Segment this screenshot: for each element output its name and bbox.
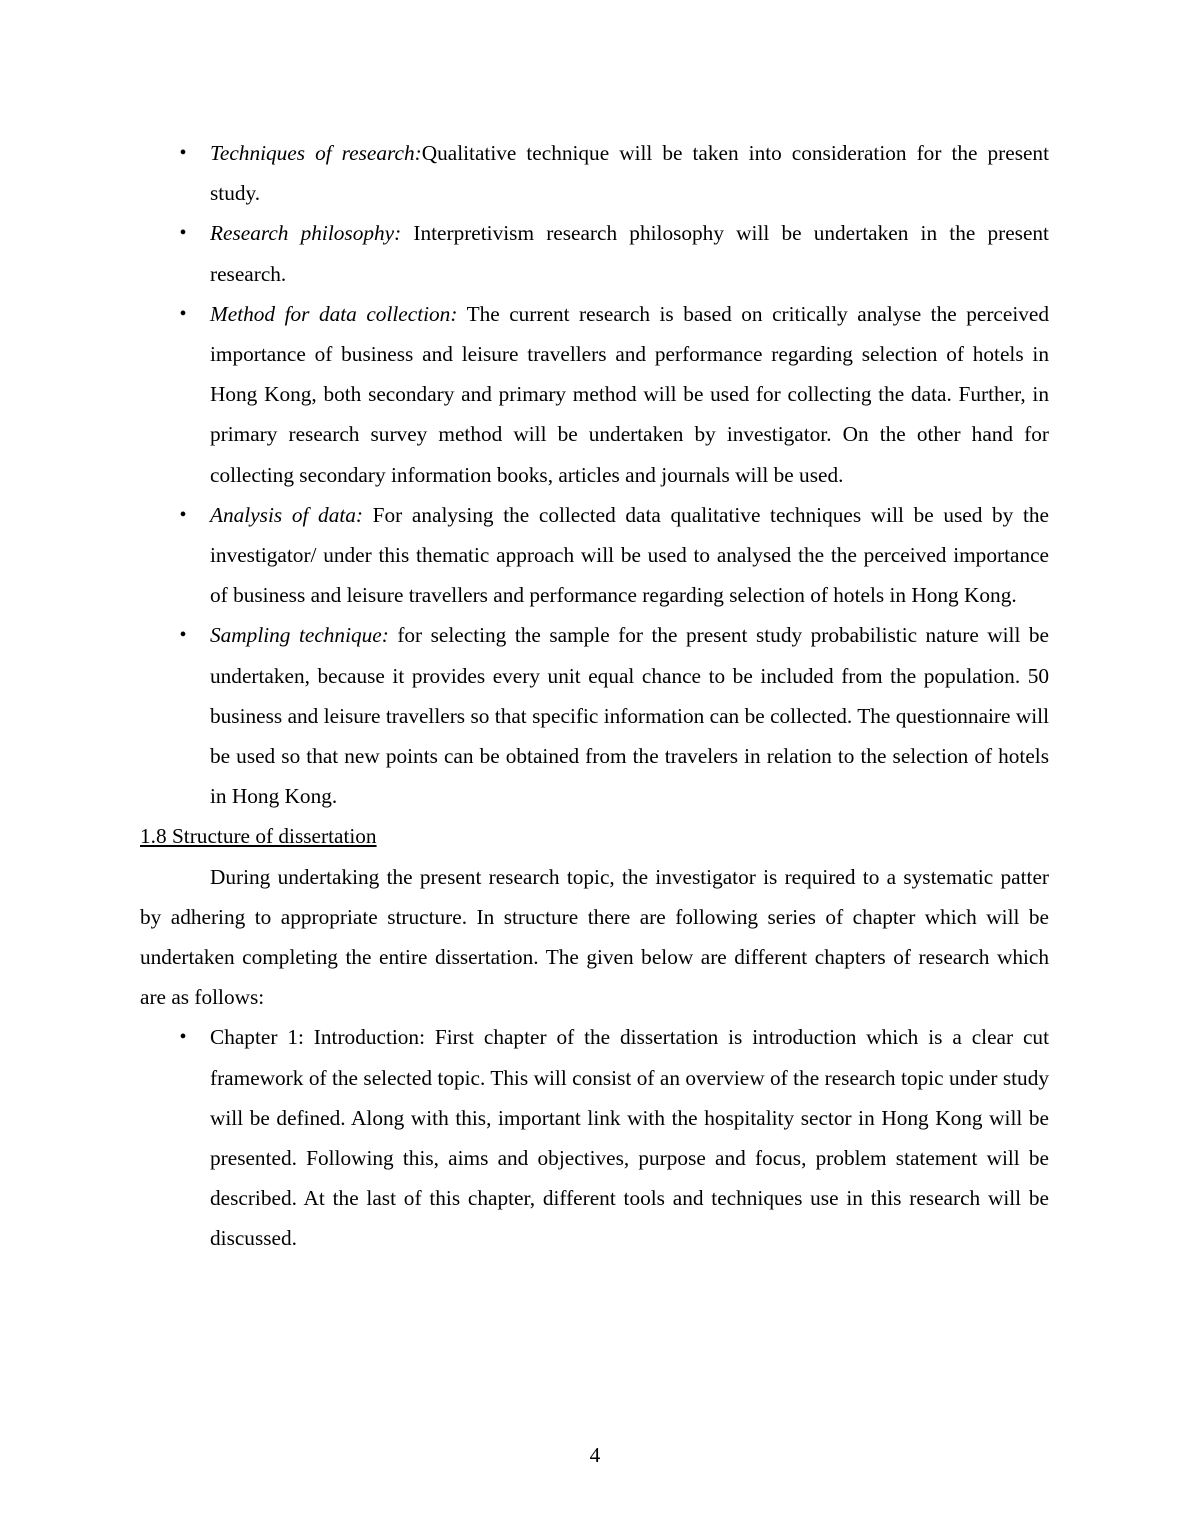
page-number: 4: [589, 1443, 601, 1467]
list-item: [140, 615, 1049, 816]
list-item: [140, 495, 1049, 616]
list-item-text: For analysing the collected data qualitative techniques will be used by the investigator/ under this thematic approach will be used to analysed the the perceived importance of business and leisure travellers and performance regarding selection of hotels in Hong Kong.: [210, 502, 1049, 608]
bullet-icon: •: [179, 503, 187, 526]
list-item-text: Qualitative technique will be taken into consideration for the present study.: [210, 141, 1049, 206]
chapters-list: [140, 1017, 1049, 1258]
section-heading: 1.8 Structure of dissertation: [140, 824, 377, 849]
list-item-term: Sampling technique:: [210, 623, 389, 648]
list-item-term: Analysis of data:: [210, 502, 364, 527]
bullet-icon: •: [179, 222, 187, 245]
list-item-term: Techniques of research:: [210, 141, 422, 165]
list-item-term: Research philosophy:: [210, 221, 402, 246]
list-item-text: Interpretivism research philosophy will be undertaken in the present research.: [210, 221, 1049, 286]
list-item: [140, 294, 1049, 495]
list-item: [140, 133, 1049, 213]
list-item: [140, 213, 1049, 293]
list-item: [140, 1017, 1049, 1258]
bullet-icon: •: [179, 624, 187, 647]
intro-paragraph: During undertaking the present research topic, the investigator is required to a systematic patter by adhering to appropriate structure. In structure there are following series of chapter which will be undertaken completing the entire dissertation. The given below are different chapters of research which are as follows:: [140, 864, 1049, 1010]
methodology-list: [140, 133, 1049, 816]
list-item-text: Chapter 1: Introduction: First chapter of the dissertation is introduction which is a clear cut framework of the selected topic. This will consist of an overview of the research topic under study will be defined. Along with this, important link with the hospitality sector in Hong Kong will be presented. Following this, aims and objectives, purpose and focus, problem statement will be described. At the last of this chapter, different tools and techniques use in this research will be discussed.: [210, 1025, 1049, 1251]
bullet-icon: •: [179, 302, 187, 325]
list-item-term: Method for data collection:: [210, 301, 458, 326]
page-content: [140, 133, 1049, 1259]
bullet-icon: •: [179, 142, 187, 164]
bullet-icon: •: [179, 1026, 187, 1049]
list-item-text: for selecting the sample for the present study probabilistic nature will be undertaken, because it provides every unit equal chance to be included from the population. 50 business and leisure travellers so that specific information can be collected. The questionnaire will be used so that new points can be obtained from the travelers in relation to the selection of hotels in Hong Kong.: [210, 623, 1049, 809]
list-item-text: The current research is based on critically analyse the perceived importance of business and leisure travellers and performance regarding selection of hotels in Hong Kong, both secondary and primary method will be used for collecting the data. Further, in primary research survey method will be undertaken by investigator. On the other hand for collecting secondary information books, articles and journals will be used.: [210, 301, 1049, 487]
